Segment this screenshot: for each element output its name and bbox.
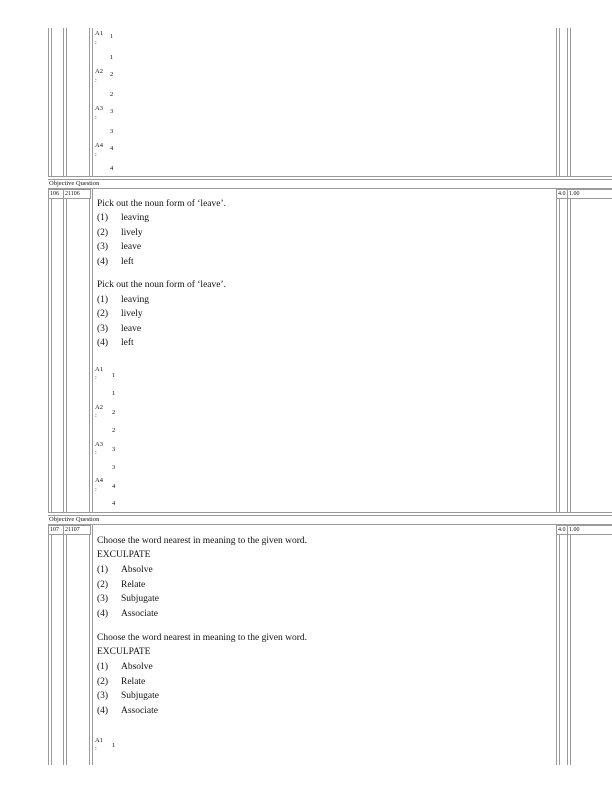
option-1 — [97, 563, 153, 578]
option-3 — [97, 689, 159, 704]
answer-num: 4 — [112, 483, 116, 490]
table-border — [567, 525, 568, 765]
answer-value: 1 — [112, 390, 116, 397]
table-border — [63, 525, 64, 765]
table-border — [556, 525, 557, 765]
option-4 — [97, 607, 158, 622]
option-2 — [97, 675, 145, 690]
option-number: (1) — [97, 213, 109, 223]
table-border — [570, 189, 571, 512]
option-number: (2) — [97, 580, 109, 590]
table-border — [570, 525, 571, 765]
row-divider — [48, 512, 612, 513]
answer-colon: : — [95, 412, 97, 419]
answer-label: A1 — [95, 30, 103, 37]
option-number: (2) — [97, 309, 109, 319]
answer-colon: : — [95, 151, 97, 158]
option-1 — [97, 211, 149, 226]
option-text: Absolve — [121, 565, 153, 575]
table-border — [66, 189, 67, 512]
option-4 — [97, 336, 134, 351]
answer-colon: : — [95, 449, 97, 456]
question-stem: Pick out the noun form of ‘leave’. — [97, 280, 227, 290]
answer-label: A2 — [95, 68, 103, 75]
table-border — [51, 189, 52, 512]
option-text: Absolve — [121, 662, 153, 672]
option-3 — [97, 592, 159, 607]
option-number: (1) — [97, 565, 109, 575]
table-border — [63, 189, 64, 512]
question-id: 21106 — [63, 189, 91, 199]
option-text: Associate — [121, 609, 158, 619]
option-2 — [97, 578, 145, 593]
question-serial: 107 — [48, 525, 65, 535]
table-border — [66, 28, 67, 176]
row-divider — [48, 176, 612, 177]
table-border — [556, 189, 557, 512]
option-number: (4) — [97, 706, 109, 716]
option-number: (2) — [97, 228, 109, 238]
table-border — [567, 28, 568, 176]
option-1 — [97, 293, 149, 308]
table-border — [559, 525, 560, 765]
row-divider — [48, 515, 612, 516]
answer-label: A1 — [95, 737, 103, 744]
answer-num: 4 — [110, 145, 114, 152]
answer-value: 1 — [110, 54, 114, 61]
option-number: (4) — [97, 338, 109, 348]
option-text: leave — [121, 324, 142, 334]
row-divider — [48, 188, 612, 189]
answer-label: A4 — [95, 477, 103, 484]
option-number: (1) — [97, 295, 109, 305]
row-divider — [48, 524, 612, 525]
option-number: (4) — [97, 257, 109, 267]
option-number: (4) — [97, 609, 109, 619]
option-number: (1) — [97, 662, 109, 672]
answer-value: 4 — [110, 165, 114, 172]
option-text: Subjugate — [121, 691, 159, 701]
section-header: Objective Question — [49, 180, 100, 187]
table-border — [92, 525, 93, 765]
table-border — [567, 189, 568, 512]
answer-num: 1 — [112, 742, 116, 749]
option-1 — [97, 660, 153, 675]
option-text: left — [121, 257, 134, 267]
question-negative-marks: 1.00 — [567, 189, 612, 199]
option-4 — [97, 704, 158, 719]
table-border — [556, 28, 557, 176]
option-2 — [97, 307, 143, 322]
answer-value: 4 — [112, 500, 116, 507]
row-divider — [48, 179, 612, 180]
answer-value: 3 — [110, 128, 114, 135]
option-text: lively — [121, 309, 143, 319]
answer-label: A2 — [95, 404, 103, 411]
answer-num: 1 — [110, 33, 114, 40]
option-3 — [97, 322, 141, 337]
option-number: (3) — [97, 324, 109, 334]
answer-num: 1 — [112, 372, 116, 379]
answer-num: 3 — [112, 446, 116, 453]
answer-num: 2 — [110, 71, 114, 78]
question-negative-marks: 1.00 — [567, 525, 612, 535]
table-border — [48, 28, 49, 176]
question-stem: Pick out the noun form of ‘leave’. — [97, 199, 227, 209]
answer-colon: : — [95, 745, 97, 752]
option-number: (3) — [97, 691, 109, 701]
question-word: EXCULPATE — [97, 550, 151, 560]
answer-colon: : — [95, 374, 97, 381]
answer-colon: : — [95, 114, 97, 121]
table-border — [89, 28, 90, 176]
table-border — [48, 189, 49, 512]
table-border — [63, 28, 64, 176]
option-number: (3) — [97, 594, 109, 604]
table-border — [92, 189, 93, 512]
table-border — [570, 28, 571, 176]
question-stem: Choose the word nearest in meaning to the given word. — [97, 633, 308, 643]
table-border — [51, 525, 52, 765]
answer-label: A3 — [95, 105, 103, 112]
table-border — [51, 28, 52, 176]
table-border — [92, 28, 93, 176]
option-number: (2) — [97, 677, 109, 687]
option-3 — [97, 240, 141, 255]
option-text: Associate — [121, 706, 158, 716]
answer-num: 3 — [110, 108, 114, 115]
question-stem: Choose the word nearest in meaning to the given word. — [97, 536, 308, 546]
question-id: 21107 — [63, 525, 91, 535]
option-text: lively — [121, 228, 143, 238]
section-header: Objective Question — [49, 516, 100, 523]
answer-label: A4 — [95, 142, 103, 149]
answer-label: A1 — [95, 366, 103, 373]
table-border — [89, 189, 90, 512]
option-number: (3) — [97, 242, 109, 252]
question-marks: 4.0 — [556, 525, 569, 535]
option-2 — [97, 226, 143, 241]
answer-colon: : — [95, 77, 97, 84]
answer-num: 2 — [112, 409, 116, 416]
table-border — [559, 28, 560, 176]
table-border — [66, 525, 67, 765]
option-text: leave — [121, 242, 142, 252]
option-text: Relate — [121, 580, 146, 590]
answer-value: 3 — [112, 464, 116, 471]
option-text: leaving — [121, 295, 149, 305]
answer-label: A3 — [95, 441, 103, 448]
option-4 — [97, 255, 134, 270]
option-text: Subjugate — [121, 594, 159, 604]
option-text: Relate — [121, 677, 146, 687]
answer-colon: : — [95, 39, 97, 46]
answer-colon: : — [95, 486, 97, 493]
option-text: left — [121, 338, 134, 348]
table-border — [89, 525, 90, 765]
table-border — [559, 189, 560, 512]
question-word: EXCULPATE — [97, 647, 151, 657]
question-marks: 4.0 — [556, 189, 569, 199]
table-border — [48, 525, 49, 765]
question-serial: 106 — [48, 189, 65, 199]
answer-value: 2 — [112, 427, 116, 434]
option-text: leaving — [121, 213, 149, 223]
answer-value: 2 — [110, 91, 114, 98]
